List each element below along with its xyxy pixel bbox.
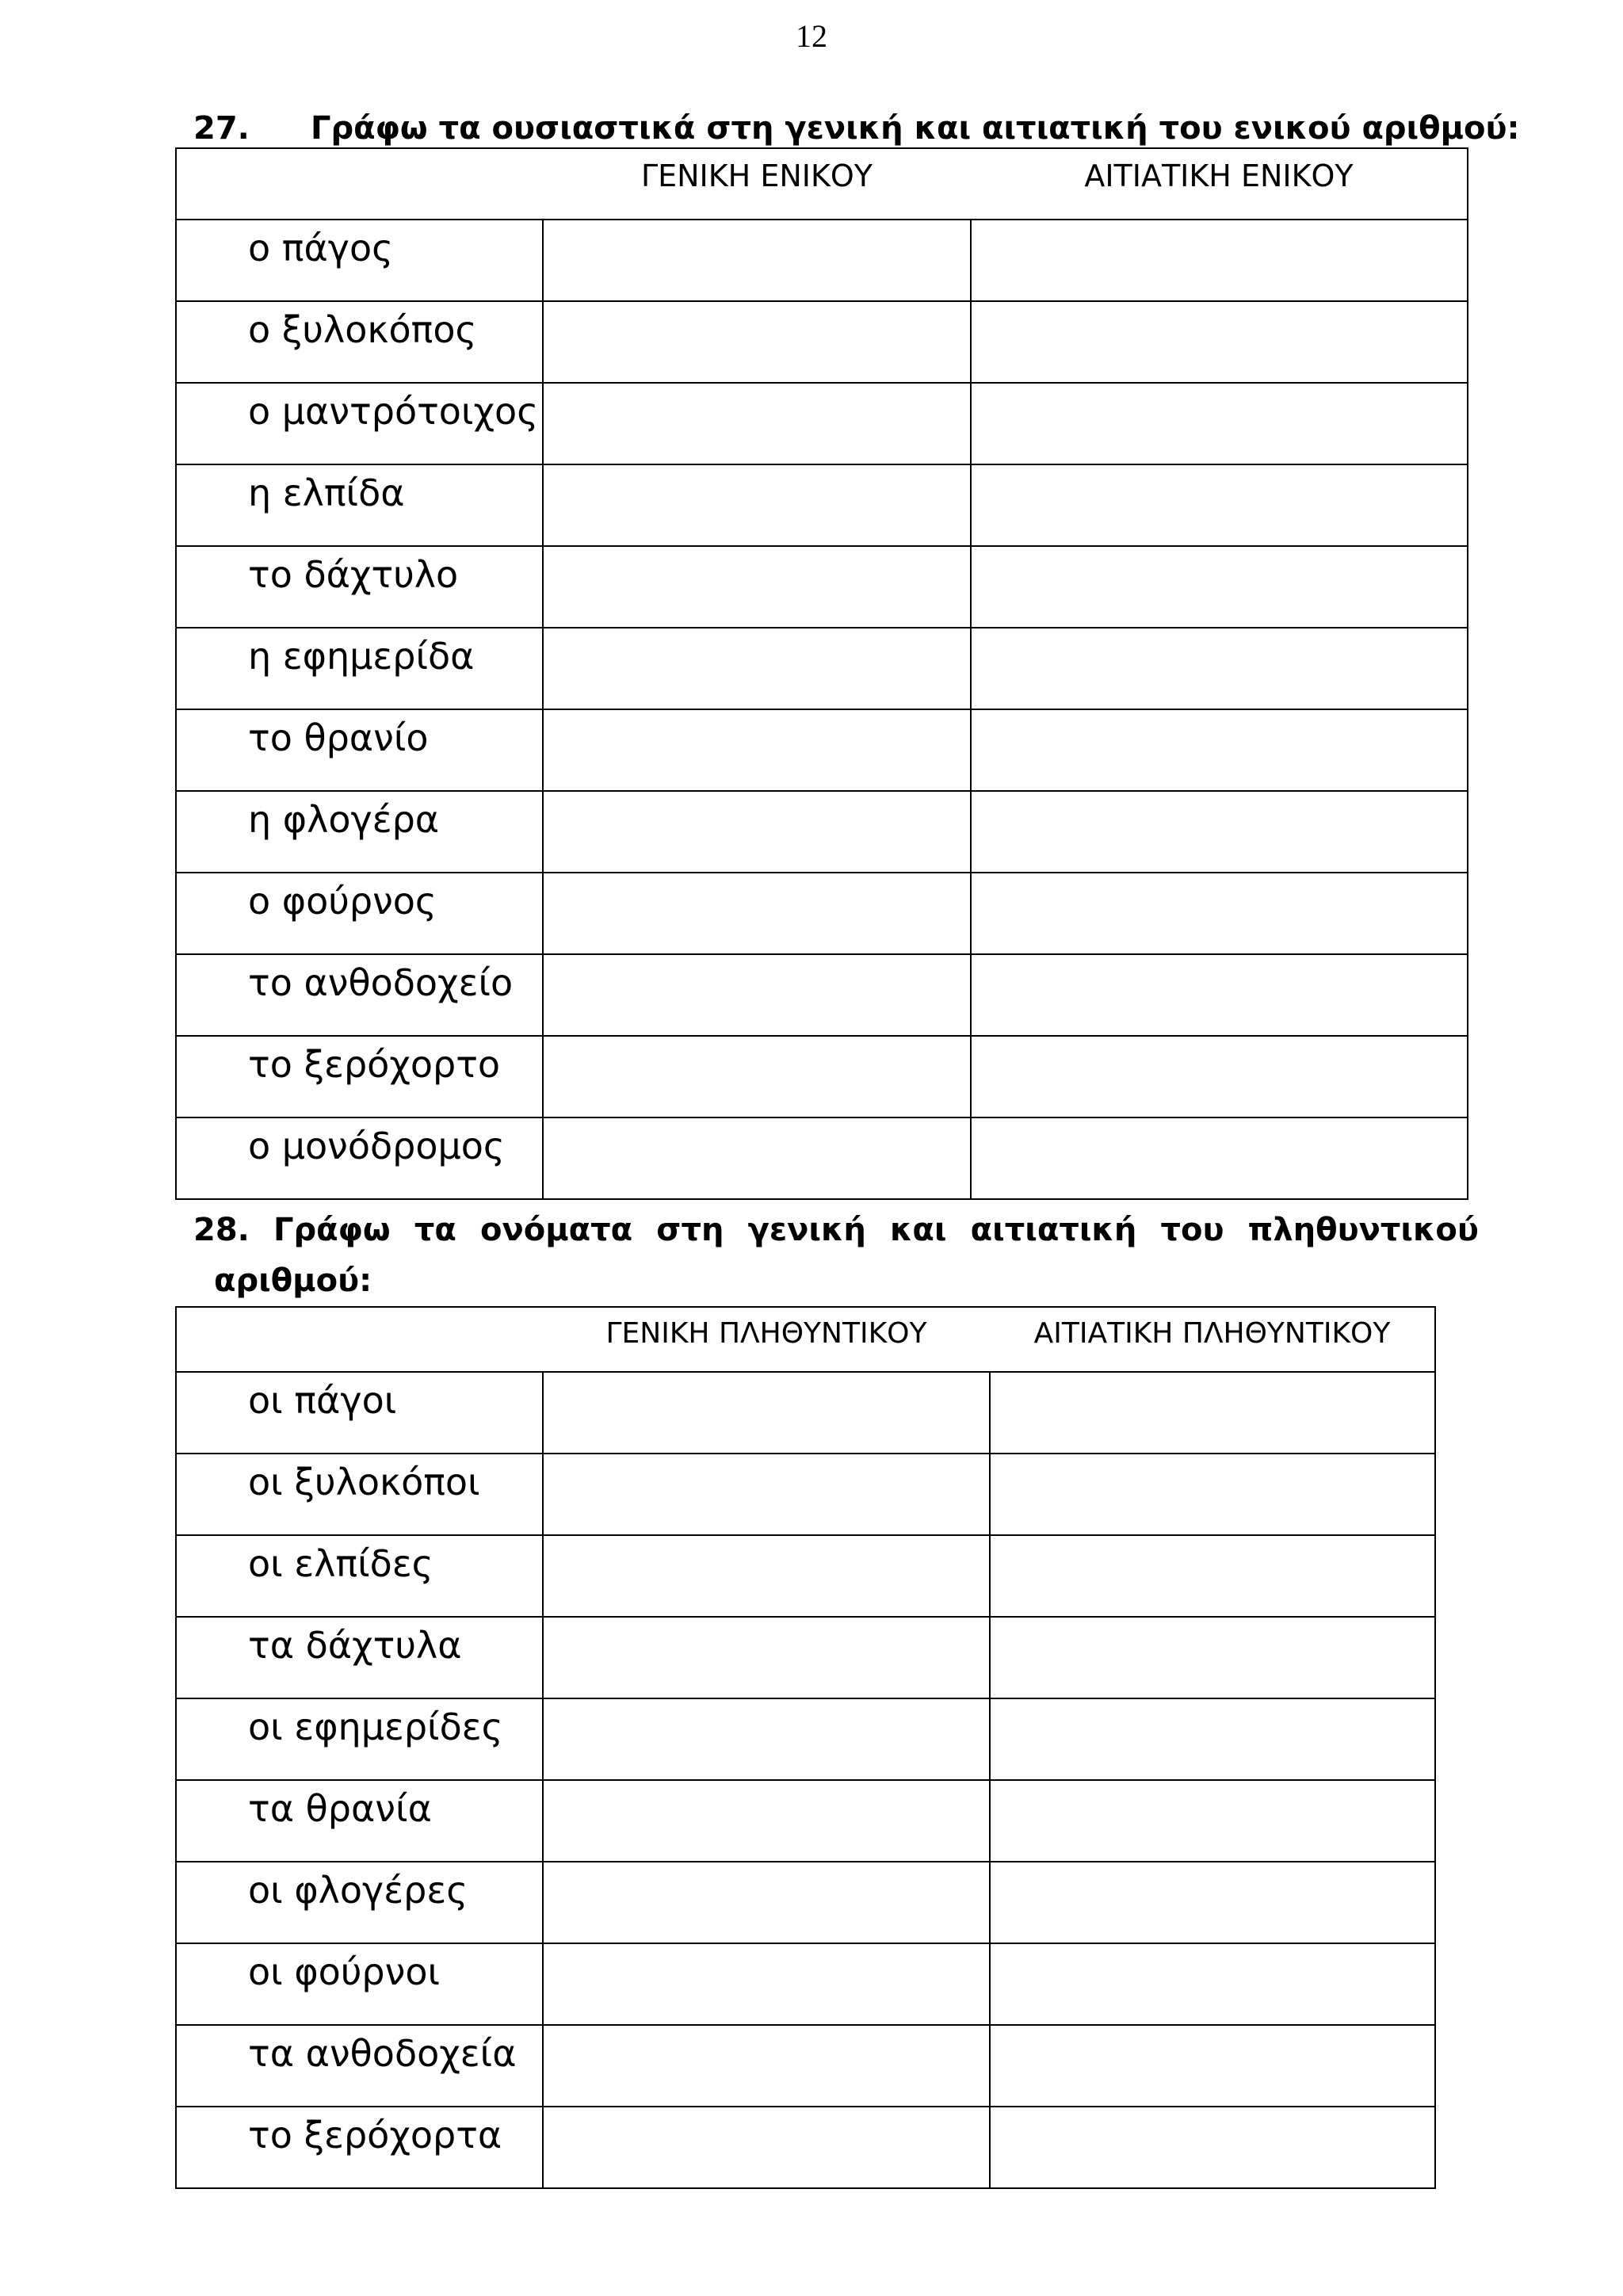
exercise-28-instruction-word: αιτιατική <box>970 1212 1137 1248</box>
noun-cell: η εφημερίδα <box>176 628 543 709</box>
table-row <box>176 1372 1435 1454</box>
accusative-answer-cell[interactable] <box>990 1535 1435 1617</box>
genitive-answer-cell[interactable] <box>543 709 971 791</box>
genitive-answer-cell[interactable] <box>543 1698 990 1780</box>
noun-cell: οι φλογέρες <box>176 1862 543 1943</box>
table-row <box>176 301 1468 383</box>
noun-cell: οι ελπίδες <box>176 1535 543 1617</box>
table-row <box>176 2107 1435 2188</box>
table-row <box>176 220 1468 301</box>
table-row <box>176 1698 1435 1780</box>
noun-cell: το ανθοδοχείο <box>176 954 543 1036</box>
accusative-answer-cell[interactable] <box>990 1372 1435 1454</box>
header-blank <box>176 1307 543 1372</box>
accusative-answer-cell[interactable] <box>990 1943 1435 2025</box>
genitive-answer-cell[interactable] <box>543 220 971 301</box>
exercise-28-instruction-word: στη <box>656 1212 724 1248</box>
exercise-28-instruction-word: και <box>890 1212 947 1248</box>
genitive-answer-cell[interactable] <box>543 1862 990 1943</box>
accusative-answer-cell[interactable] <box>971 301 1468 383</box>
genitive-answer-cell[interactable] <box>543 1372 990 1454</box>
table-row <box>176 1117 1468 1199</box>
exercise-27-table <box>175 147 1468 1200</box>
accusative-answer-cell[interactable] <box>971 546 1468 628</box>
genitive-answer-cell[interactable] <box>543 383 971 464</box>
table-row <box>176 1943 1435 2025</box>
exercise-28-instruction-word: Γράφω <box>273 1212 391 1248</box>
noun-cell: το ξερόχορτο <box>176 1036 543 1117</box>
genitive-answer-cell[interactable] <box>543 954 971 1036</box>
accusative-answer-cell[interactable] <box>971 1036 1468 1117</box>
genitive-answer-cell[interactable] <box>543 546 971 628</box>
table-row <box>176 1617 1435 1698</box>
page-number: 12 <box>796 18 827 54</box>
genitive-answer-cell[interactable] <box>543 301 971 383</box>
accusative-answer-cell[interactable] <box>971 383 1468 464</box>
noun-cell: τα δάχτυλα <box>176 1617 543 1698</box>
genitive-answer-cell[interactable] <box>543 1117 971 1199</box>
exercise-28-body <box>176 1372 1435 2188</box>
table-row <box>176 2025 1435 2107</box>
header-genitive-singular: ΓΕΝΙΚΗ ΕΝΙΚΟΥ <box>543 148 971 220</box>
exercise-27-number: 27. <box>193 110 250 147</box>
genitive-answer-cell[interactable] <box>543 464 971 546</box>
exercise-28-instruction-line1 <box>193 1205 1479 1255</box>
table-row <box>176 709 1468 791</box>
genitive-answer-cell[interactable] <box>543 2025 990 2107</box>
noun-cell: ο πάγος <box>176 220 543 301</box>
noun-cell: οι πάγοι <box>176 1372 543 1454</box>
table-row <box>176 1454 1435 1535</box>
accusative-answer-cell[interactable] <box>971 220 1468 301</box>
exercise-27-body <box>176 220 1468 1199</box>
exercise-28-instruction-word: του <box>1160 1212 1224 1248</box>
genitive-answer-cell[interactable] <box>543 873 971 954</box>
table-row <box>176 1862 1435 1943</box>
header-accusative-plural: ΑΙΤΙΑΤΙΚΗ ΠΛΗΘΥΝΤΙΚΟΥ <box>990 1307 1435 1372</box>
exercise-28-instruction-word: πληθυντικού <box>1247 1212 1479 1248</box>
accusative-answer-cell[interactable] <box>990 1780 1435 1862</box>
noun-cell: η φλογέρα <box>176 791 543 873</box>
exercise-28-instruction-word: γενική <box>747 1212 866 1248</box>
table-row <box>176 1535 1435 1617</box>
accusative-answer-cell[interactable] <box>990 2025 1435 2107</box>
accusative-answer-cell[interactable] <box>990 1617 1435 1698</box>
accusative-answer-cell[interactable] <box>971 1117 1468 1199</box>
noun-cell: ο ξυλοκόπος <box>176 301 543 383</box>
table-row <box>176 546 1468 628</box>
accusative-answer-cell[interactable] <box>990 1698 1435 1780</box>
noun-cell: οι φούρνοι <box>176 1943 543 2025</box>
genitive-answer-cell[interactable] <box>543 1943 990 2025</box>
exercise-27-title <box>193 103 1520 154</box>
noun-cell: οι εφημερίδες <box>176 1698 543 1780</box>
table-row <box>176 791 1468 873</box>
genitive-answer-cell[interactable] <box>543 1036 971 1117</box>
exercise-27-instruction: Γράφω τα ουσιαστικά στη γενική και αιτιατική του ενικού αριθμού: <box>311 110 1520 147</box>
exercise-28-number: 28. <box>193 1212 250 1248</box>
accusative-answer-cell[interactable] <box>971 873 1468 954</box>
exercise-28-header-row <box>176 1307 1435 1372</box>
accusative-answer-cell[interactable] <box>990 1454 1435 1535</box>
genitive-answer-cell[interactable] <box>543 1535 990 1617</box>
genitive-answer-cell[interactable] <box>543 2107 990 2188</box>
accusative-answer-cell[interactable] <box>990 1862 1435 1943</box>
accusative-answer-cell[interactable] <box>990 2107 1435 2188</box>
noun-cell: τα ανθοδοχεία <box>176 2025 543 2107</box>
noun-cell: η ελπίδα <box>176 464 543 546</box>
table-row <box>176 873 1468 954</box>
exercise-28-table <box>175 1306 1436 2189</box>
table-row <box>176 954 1468 1036</box>
accusative-answer-cell[interactable] <box>971 464 1468 546</box>
table-row <box>176 464 1468 546</box>
exercise-28-instruction-word: ονόματα <box>480 1212 633 1248</box>
noun-cell: το θρανίο <box>176 709 543 791</box>
noun-cell: ο μονόδρομος <box>176 1117 543 1199</box>
table-row <box>176 383 1468 464</box>
accusative-answer-cell[interactable] <box>971 628 1468 709</box>
table-row <box>176 1780 1435 1862</box>
exercise-27-header-row <box>176 148 1468 220</box>
genitive-answer-cell[interactable] <box>543 1454 990 1535</box>
genitive-answer-cell[interactable] <box>543 791 971 873</box>
noun-cell: ο μαντρότοιχος <box>176 383 543 464</box>
noun-cell: οι ξυλοκόποι <box>176 1454 543 1535</box>
header-accusative-singular: ΑΙΤΙΑΤΙΚΗ ΕΝΙΚΟΥ <box>971 148 1468 220</box>
genitive-answer-cell[interactable] <box>543 1780 990 1862</box>
table-row <box>176 1036 1468 1117</box>
header-genitive-plural: ΓΕΝΙΚΗ ΠΛΗΘΥΝΤΙΚΟΥ <box>543 1307 990 1372</box>
genitive-answer-cell[interactable] <box>543 628 971 709</box>
accusative-answer-cell[interactable] <box>971 791 1468 873</box>
noun-cell: ο φούρνος <box>176 873 543 954</box>
header-blank <box>176 148 543 220</box>
exercise-28-title <box>193 1205 1479 1306</box>
noun-cell: το δάχτυλο <box>176 546 543 628</box>
exercise-28-instruction-word: τα <box>414 1212 456 1248</box>
noun-cell: τα θρανία <box>176 1780 543 1862</box>
table-row <box>176 628 1468 709</box>
accusative-answer-cell[interactable] <box>971 709 1468 791</box>
accusative-answer-cell[interactable] <box>971 954 1468 1036</box>
genitive-answer-cell[interactable] <box>543 1617 990 1698</box>
noun-cell: το ξερόχορτα <box>176 2107 543 2188</box>
exercise-28-instruction-line2: αριθμού: <box>214 1263 372 1299</box>
